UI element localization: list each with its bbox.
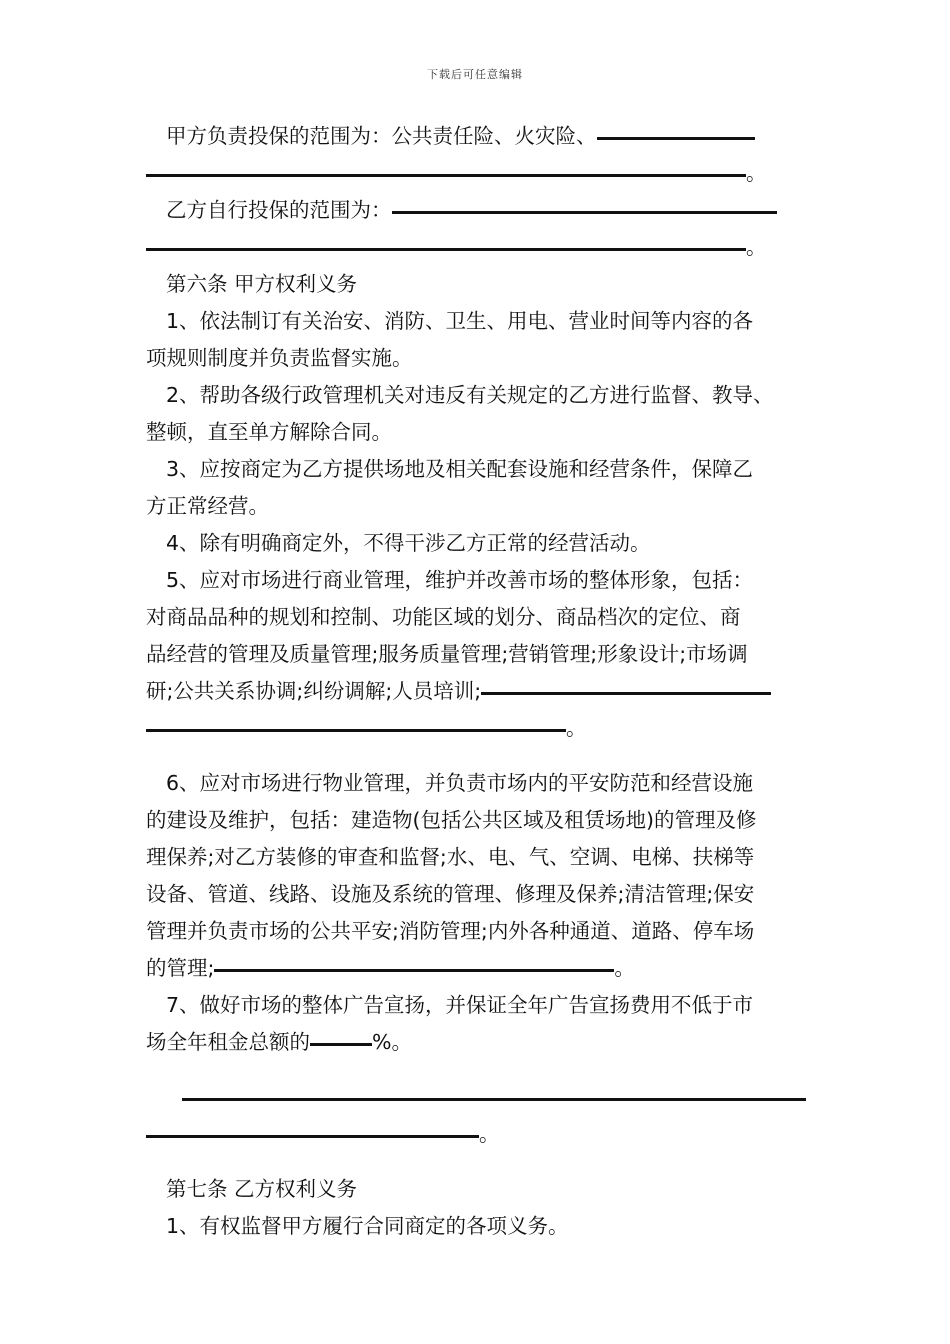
fill-blank [146,174,746,177]
article6-item1-line2: 项规则制度并负责监督实施。 [146,346,413,370]
insurance-scope-party-b-cont [146,229,826,266]
paragraph-text: 乙方自行投保的范围为： [166,198,392,222]
article6-item6-line6 [146,950,826,987]
insurance-scope-party-b [146,192,826,229]
page-header: 下载后可任意编辑 [427,68,523,81]
paragraph-text: 场全年租金总额的 [146,1030,310,1054]
article6-item3-line1: 3、应按商定为乙方提供场地及相关配套设施和经营条件，保障乙 [166,457,754,481]
fill-blank [146,1135,479,1138]
article6-item2-line2: 整顿，直至单方解除合同。 [146,420,392,444]
insurance-scope-party-a-cont [146,155,826,192]
paragraph-end: 。 [746,161,767,185]
section-title-article-6: 第六条 甲方权利义务 [166,272,358,296]
fill-blank [392,211,777,214]
fill-blank [146,248,746,251]
article6-item6-line5: 管理并负责市场的公共平安;消防管理;内外各种通道、道路、停车场 [146,919,755,943]
fill-blank [182,1098,806,1101]
article6-item6-line1: 6、应对市场进行物业管理，并负责市场内的平安防范和经营设施 [166,771,754,795]
paragraph-text: 甲方负责投保的范围为：公共责任险、火灾险、 [166,124,597,148]
blank-line [146,1079,826,1116]
article6-item6-line4: 设备、管道、线路、设施及系统的管理、修理及保养;清洁管理;保安 [146,882,755,906]
article6-item5-line4 [146,673,826,710]
fill-blank [310,1043,372,1046]
paragraph-end: 。 [614,956,635,980]
document-body [146,118,826,1245]
article6-item5-line2: 对商品品种的规划和控制、功能区域的划分、商品档次的定位、商 [146,605,741,629]
fill-blank [214,969,614,972]
fill-blank [146,729,566,732]
fill-blank [481,692,771,695]
article6-item7-line2 [146,1024,826,1061]
insurance-scope-party-a [146,118,826,155]
article6-item2-line1: 2、帮助各级行政管理机关对违反有关规定的乙方进行监督、教导、 [166,383,774,407]
paragraph-text: 研;公共关系协调;纠纷调解;人员培训; [146,679,482,703]
article6-item3-line2: 方正常经营。 [146,494,269,518]
paragraph-gap [146,1061,826,1079]
paragraph-gap [146,1153,826,1171]
article6-item1-line1: 1、依法制订有关治安、消防、卫生、用电、营业时间等内容的各 [166,309,754,333]
article6-item6-line2: 的建设及维护，包括：建造物(包括公共区域及租赁场地)的管理及修 [146,808,757,832]
paragraph-end: 。 [479,1122,500,1146]
article6-item5-line1: 5、应对市场进行商业管理，维护并改善市场的整体形象，包括： [166,568,754,592]
paragraph-text: 的管理; [146,956,215,980]
article6-item5-line3: 品经营的管理及质量管理;服务质量管理;营销管理;形象设计;市场调 [146,642,748,666]
section-title-article-7: 第七条 乙方权利义务 [166,1177,358,1201]
article6-item5-line5 [146,710,826,747]
article6-item6-line3: 理保养;对乙方装修的审查和监督;水、电、气、空调、电梯、扶梯等 [146,845,755,869]
paragraph-end: 。 [746,235,767,259]
article6-item7-line1: 7、做好市场的整体广告宣扬，并保证全年广告宣扬费用不低于市 [166,993,754,1017]
fill-blank [597,137,755,140]
percent-sign: %。 [372,1030,412,1054]
paragraph-gap [146,747,826,765]
article7-item1-line1: 1、有权监督甲方履行合同商定的各项义务。 [166,1214,569,1238]
blank-line-cont [146,1116,826,1153]
paragraph-end: 。 [566,716,587,740]
article6-item4-line1: 4、除有明确商定外，不得干涉乙方正常的经营活动。 [166,531,651,555]
